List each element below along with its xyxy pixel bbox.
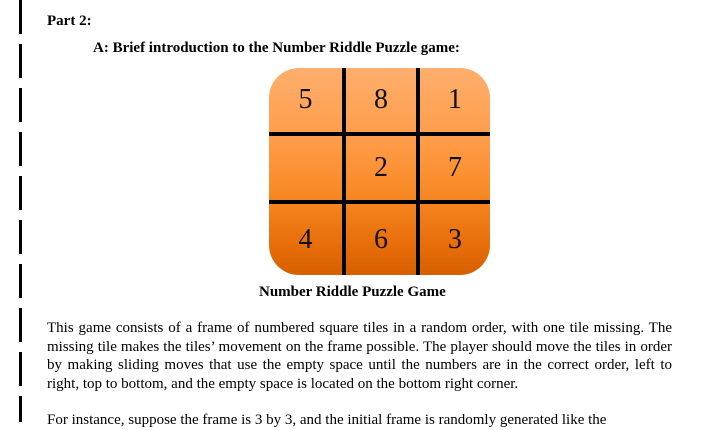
- body-paragraph: For instance, suppose the frame is 3 by 3, and the initial frame is randomly generated like the: [47, 412, 607, 428]
- grid-line: [269, 132, 490, 136]
- grid-line: [342, 68, 346, 275]
- body-paragraph: This game consists of a frame of numbered square tiles in a random order, with one tile missing. The missing tile makes the tiles’ movement on the frame possible. The player should move the tiles in order by making sliding moves that use the empty space until the numbers are in the correct order, left to right, top to bottom, and the empty space is located on the bottom right corner.: [47, 320, 672, 392]
- puzzle-board: [269, 68, 490, 275]
- puzzle-tile: 5: [298, 84, 313, 115]
- grid-line: [269, 200, 490, 204]
- part-title: Part 2:: [47, 13, 92, 29]
- figure-caption: Number Riddle Puzzle Game: [259, 284, 446, 300]
- puzzle-tile: 6: [374, 223, 388, 255]
- puzzle-tile: 7: [448, 152, 462, 183]
- puzzle-tile: 2: [374, 152, 388, 183]
- change-bar: [19, 0, 22, 422]
- puzzle-tile: 4: [298, 223, 313, 255]
- section-title: A: Brief introduction to the Number Riddle Puzzle game:: [93, 40, 460, 56]
- puzzle-tile: 3: [448, 223, 462, 255]
- puzzle-tile-empty: [269, 136, 342, 200]
- grid-line: [416, 68, 420, 275]
- puzzle-tile: 8: [374, 84, 388, 115]
- puzzle-tile: 1: [448, 84, 462, 115]
